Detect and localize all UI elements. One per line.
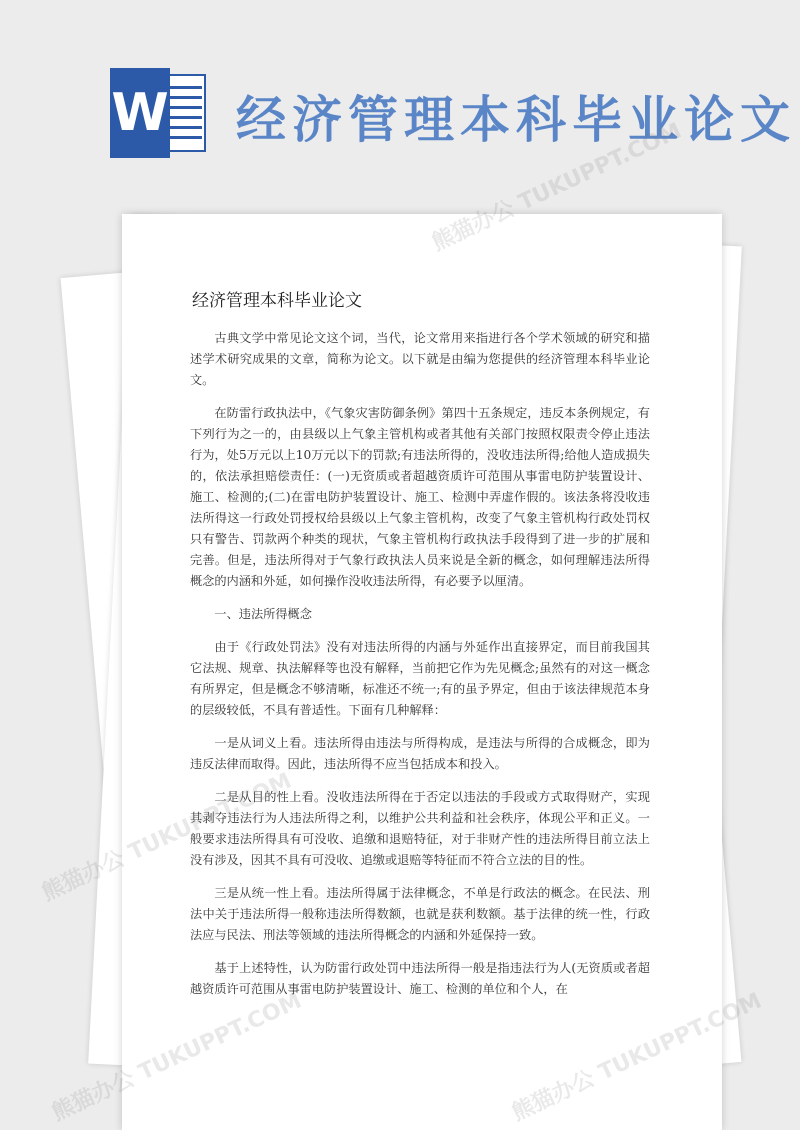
paragraph: 由于《行政处罚法》没有对违法所得的内涵与外延作出直接界定，而目前我国其它法规、规章、执法解释等也没有解释，当前把它作为先见概念;虽然有的对这一概念有所界定，但是概念不够清晰，标准还不统一;有的虽予界定，但由于该法律规范本身的层级较低，不具有普适性。下面有几种解释：: [190, 640, 650, 717]
paragraph: 三是从统一性上看。违法所得属于法律概念，不单是行政法的概念。在民法、刑法中关于违法所得一般称违法所得数额，也就是获利数额。基于法律的统一性，行政法应与民法、刑法等领域的违法所得概念的内涵和外延保持一致。: [190, 886, 650, 942]
paragraph: 古典文学中常见论文这个词，当代，论文常用来指进行各个学术领域的研究和描述学术研究成果的文章，简称为论文。以下就是由编为您提供的经济管理本科毕业论文。: [190, 331, 650, 387]
word-icon-letter: W: [110, 68, 170, 158]
banner-title: 经济管理本科毕业论文: [236, 91, 796, 149]
watermark: 熊猫办公 TUKUPPT.COM: [428, 118, 686, 257]
section-heading: 一、违法所得概念: [214, 607, 312, 621]
document-title: 经济管理本科毕业论文: [192, 291, 362, 311]
paragraph: 在防雷行政执法中，《气象灾害防御条例》第四十五条规定，违反本条例规定，有下列行为之一的，由县级以上气象主管机构或者其他有关部门按照权限责令停止违法行为，处5万元以上10万元以下的罚款;有违法所得的，没收违法所得;给他人造成损失的，依法承担赔偿责任：(一)无资质或者超越资质许可范围从事雷电防护装置设计、施工、检测的;(二)在雷电防护装置设计、施工、检测中弄虚作假的。该法条将没收违法所得这一行政处罚授权给县级以上气象主管机构，改变了气象主管机构行政处罚权只有警告、罚款两个种类的现状，气象主管机构行政执法手段得到了进一步的扩展和完善。但是，违法所得对于气象行政执法人员来说是全新的概念，如何理解违法所得概念的内涵和外延，如何操作没收违法所得，有必要予以厘清。: [190, 406, 650, 588]
document-page: [122, 214, 722, 1130]
paragraph: 二是从目的性上看。没收违法所得在于否定以违法的手段或方式取得财产，实现其剥夺违法行为人违法所得之利，以维护公共利益和社会秩序，体现公平和正义。一般要求违法所得具有可没收、追缴和退赔特征，对于非财产性的违法所得目前立法上没有涉及，因其不具有可没收、追缴或退赔等特征而不符合立法的目的性。: [190, 790, 650, 867]
word-icon: [110, 68, 210, 160]
watermark: 熊猫办公: [48, 1066, 139, 1127]
paragraph: 基于上述特性，认为防雷行政处罚中违法所得一般是指违法行为人(无资质或者超越资质许可范围从事雷电防护装置设计、施工、检测的单位和个人，在: [190, 961, 650, 996]
paragraph: 一是从词义上看。违法所得由违法与所得构成，是违法与所得的合成概念，即为违反法律而取得。因此，违法所得不应当包括成本和投入。: [190, 736, 650, 771]
document-body: [190, 328, 650, 1012]
watermark: 熊猫办公: [38, 846, 129, 907]
banner: [0, 0, 800, 200]
